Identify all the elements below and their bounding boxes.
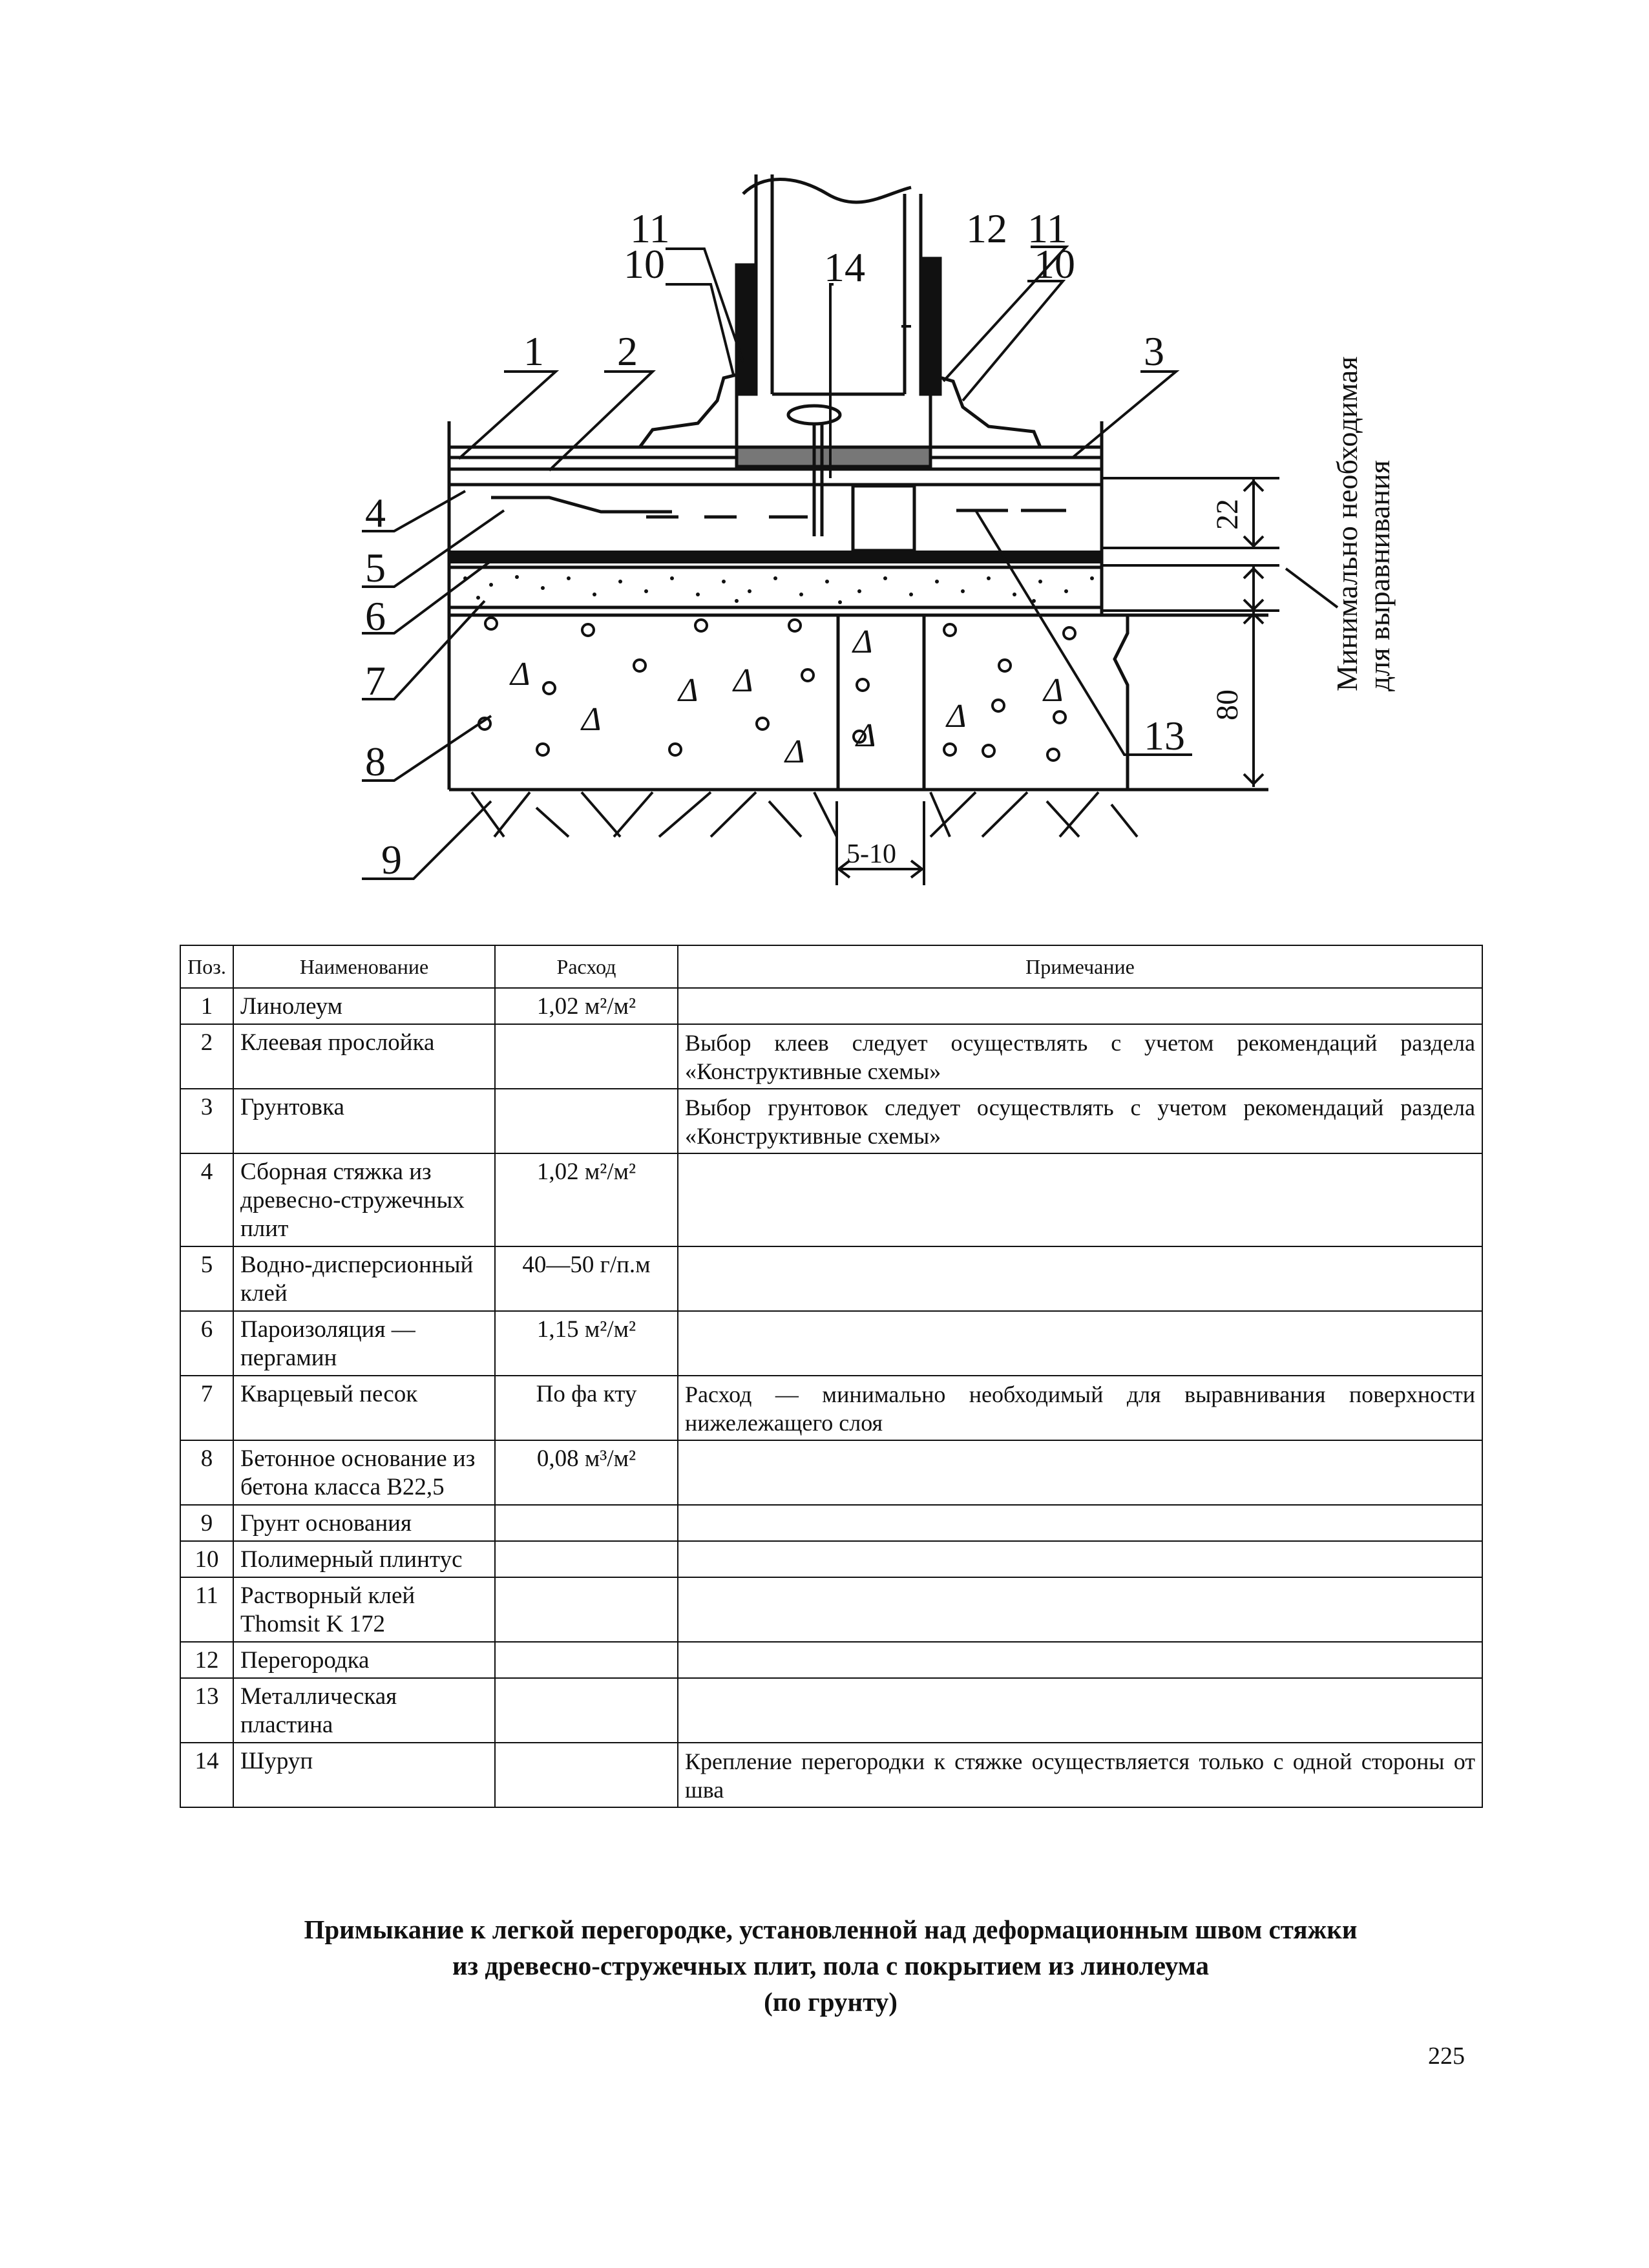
aggregate-marks [479,618,1075,761]
side-note-line-2: для выравнивания [1363,460,1396,691]
caption-line-1: Примыкание к легкой перегородке, установленной над деформационным швом стяжки [304,1915,1358,1944]
row-rate [495,1577,678,1642]
dim-5-10: 5-10 [846,839,896,869]
row-pos: 9 [180,1505,233,1541]
metal-plate [737,447,930,467]
row-note [678,1642,1482,1678]
callout-13: 13 [1144,713,1185,759]
dim-80: 80 [1210,689,1245,720]
table-row [180,1440,1482,1505]
row-pos: 6 [180,1311,233,1376]
svg-text:Δ: Δ [1044,672,1064,709]
svg-text:Δ: Δ [785,733,805,770]
svg-text:Δ: Δ [582,701,602,738]
row-note [678,1311,1482,1376]
row-pos: 12 [180,1642,233,1678]
row-name: Водно-дисперсионный клей [233,1246,495,1311]
callout-labels [365,205,1185,883]
header-name: Наименование [233,945,495,988]
row-name: Перегородка [233,1642,495,1678]
row-pos: 5 [180,1246,233,1311]
table-row [180,1311,1482,1376]
row-note [678,1246,1482,1311]
triangle-marks [509,624,1064,770]
callout-10-left: 10 [624,241,665,287]
callout-9: 9 [381,837,402,883]
row-pos: 14 [180,1743,233,1807]
dim-22: 22 [1210,499,1245,530]
caption-line-3: (по грунту) [764,1987,898,2017]
row-rate [495,1743,678,1807]
row-name: Полимерный плинтус [233,1541,495,1577]
row-note [678,1678,1482,1743]
row-name: Сборная стяжка из древесно-стружечных плит [233,1153,495,1246]
table-row [180,1678,1482,1743]
row-rate [495,1541,678,1577]
figure-caption [180,1911,1482,2020]
callout-4: 4 [365,490,386,536]
table-row [180,1153,1482,1246]
row-name: Шуруп [233,1743,495,1807]
callout-1: 1 [523,328,544,374]
row-rate: 1,02 м²/м² [495,988,678,1024]
caption-line-2: из древесно-стружечных плит, пола с покрытием из линолеума [452,1951,1209,1980]
callout-3: 3 [1144,328,1164,374]
table-row [180,1024,1482,1089]
row-note [678,1153,1482,1246]
callout-12: 12 [966,205,1007,251]
floor-section-drawing [0,0,1649,918]
row-note [678,1541,1482,1577]
row-pos: 1 [180,988,233,1024]
row-pos: 13 [180,1678,233,1743]
table-row [180,1541,1482,1577]
row-pos: 8 [180,1440,233,1505]
row-note [678,1505,1482,1541]
table-row [180,1577,1482,1642]
row-note [678,1577,1482,1642]
row-rate: По фа кту [495,1376,678,1440]
page-number: 225 [1428,2042,1465,2070]
row-name: Пароизоляция — пергамин [233,1311,495,1376]
header-rate: Расход [495,945,678,988]
svg-text:Δ: Δ [510,656,530,693]
row-note [678,1440,1482,1505]
table-row [180,1642,1482,1678]
row-name: Металлическая пластина [233,1678,495,1743]
row-rate [495,1678,678,1743]
table-row [180,1743,1482,1807]
svg-text:Δ: Δ [947,698,967,735]
row-pos: 2 [180,1024,233,1089]
row-rate: 0,08 м³/м² [495,1440,678,1505]
callout-10-right: 10 [1034,241,1075,287]
row-rate [495,1024,678,1089]
table-row [180,1246,1482,1311]
dimension-lines [837,478,1338,885]
row-note: Расход — минимально необходимый для выравнивания поверхности нижележащего слоя [678,1376,1482,1440]
sand-layer [449,567,1102,615]
row-note: Выбор клеев следует осуществлять с учетом рекомендаций раздела «Конструктивные схемы» [678,1024,1482,1089]
row-name: Линолеум [233,988,495,1024]
svg-text:Δ: Δ [733,662,753,699]
row-rate: 40—50 г/п.м [495,1246,678,1311]
row-note [678,988,1482,1024]
row-rate [495,1642,678,1678]
row-name: Кварцевый песок [233,1376,495,1440]
row-pos: 4 [180,1153,233,1246]
table-row [180,988,1482,1024]
callout-11-right: 11 [1027,205,1067,251]
row-name: Грунт основания [233,1505,495,1541]
callout-8: 8 [365,739,386,784]
side-note [1330,357,1396,691]
callout-2: 2 [617,328,638,374]
sand-dots [463,575,1094,604]
row-note: Крепление перегородки к стяжке осуществляется только с одной стороны от шва [678,1743,1482,1807]
row-note: Выбор грунтовок следует осуществлять с учетом рекомендаций раздела «Конструктивные схемы» [678,1089,1482,1153]
svg-text:Δ: Δ [853,624,873,660]
callout-14: 14 [824,244,865,290]
callout-5: 5 [365,545,386,591]
svg-text:Δ: Δ [678,672,698,709]
side-note-line-1: Минимально необходимая [1330,356,1363,691]
row-rate [495,1505,678,1541]
row-pos: 3 [180,1089,233,1153]
row-pos: 7 [180,1376,233,1440]
table-header-row [180,945,1482,988]
row-name: Грунтовка [233,1089,495,1153]
ground-hatching [472,792,1137,837]
row-rate: 1,15 м²/м² [495,1311,678,1376]
row-name: Бетонное основание из бетона класса В22,5 [233,1440,495,1505]
callout-6: 6 [365,593,386,639]
row-pos: 11 [180,1577,233,1642]
row-rate: 1,02 м²/м² [495,1153,678,1246]
table-row [180,1376,1482,1440]
table-row [180,1089,1482,1153]
table-row [180,1505,1482,1541]
row-name: Клеевая прослойка [233,1024,495,1089]
svg-text:Δ: Δ [856,717,876,754]
row-rate [495,1089,678,1153]
materials-table [180,945,1483,1808]
header-note: Примечание [678,945,1482,988]
header-pos: Поз. [180,945,233,988]
callout-11-left: 11 [630,205,670,251]
row-pos: 10 [180,1541,233,1577]
row-name: Растворный клей Thomsit K 172 [233,1577,495,1642]
callout-7: 7 [365,658,386,704]
